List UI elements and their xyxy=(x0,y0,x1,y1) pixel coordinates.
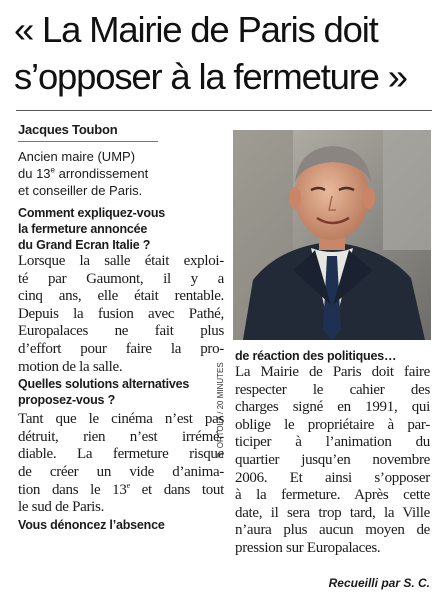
bio-line: et conseiller de Paris. xyxy=(18,183,143,198)
interviewee-name: Jacques Toubon xyxy=(18,122,118,137)
headline-line-2: s’opposer à la fermeture » xyxy=(14,56,407,97)
interviewee-bio xyxy=(18,148,224,199)
headline-divider xyxy=(16,110,432,111)
headline xyxy=(14,6,439,100)
question-3-end: de réaction des politiques… xyxy=(235,349,397,363)
left-column xyxy=(18,122,224,533)
right-column xyxy=(235,348,430,558)
headline-line-1: « La Mairie de Paris doit xyxy=(14,9,378,50)
signoff: Recueilli par S. C. xyxy=(328,576,430,590)
answer-3: La Mairie de Paris doit faire respecter le cahier des charges signé en 1991, qui oblige le propriétaire à par- ticiper à l’animation du quartier jusqu’en novembre 2006. Et ainsi s’opposer à la fermeture. Après cette date, il sera trop tard, la Ville n’aura plus aucun moyen de pression sur Europalaces. xyxy=(235,364,430,556)
photo-credit: S. ORTOLA / 20 MINUTES xyxy=(216,362,225,458)
portrait-photo xyxy=(233,130,431,340)
bio-line: du 13e arrondissement xyxy=(18,165,149,181)
question-2: Quelles solutions alternatives proposez-vous ? xyxy=(18,377,190,408)
answer-1: Lorsque la salle était exploi- té par Gaumont, il y a cinq ans, elle était rentable. Depuis la fusion avec Pathé, Europalaces ne fait plus d’effort pour faire la pro- motion de la salle. xyxy=(18,253,224,375)
bio-line: Ancien maire (UMP) xyxy=(18,149,136,164)
question-1: Comment expliquez-vous la fermeture annoncée du Grand Ecran Italie ? xyxy=(18,206,166,252)
portrait-illustration xyxy=(233,130,431,340)
question-3-start: Vous dénoncez l’absence xyxy=(18,517,165,532)
answer-2: Tant que le cinéma n’est pas détruit, rien n’est irrémé- diable. La fermeture risque de créer un vide d’anima- tion dans le 13e et dans tout le sud de Paris. xyxy=(18,411,224,516)
name-divider xyxy=(18,141,158,142)
